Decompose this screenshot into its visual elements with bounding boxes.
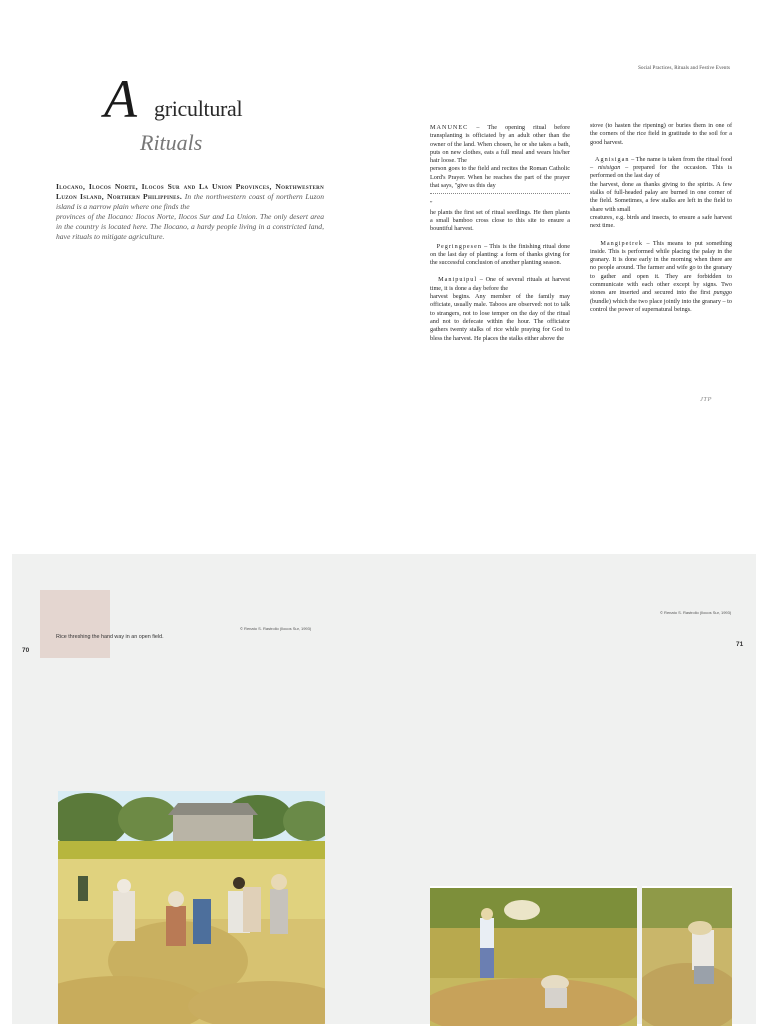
- text: – This is the finishing ritual done on the last day of planting: a form of thanks giving for the successful conclusion of another planting season.: [430, 242, 570, 267]
- term-pegringpesen: Pegringpesen: [436, 242, 482, 250]
- text: creatures, e.g. birds and insects, to ensure a safe harvest next time.: [590, 213, 732, 230]
- intro-location: Ilocano, Ilocos Norte, Ilocos Sur and La Union Provinces, Northwestern Luzon Island, Northern Philippines.: [56, 182, 324, 201]
- paragraph-continued: stove (to hasten the ripening) or buries them in one of the corners of the rice field in gratitude to the soil for a good harvest.: [590, 122, 732, 146]
- text: harvest begins. Any member of the family may officiate, usually male. Taboos are observed: not to talk to strangers, not to lose temper on the day of the ritual and not to defecate within the hour. The officiator gathers twenty stalks of rice while praying for God to bless the harvest. He places the stalks either above the: [430, 293, 570, 342]
- paragraph-manipuipul: [430, 276, 570, 342]
- winnowing-photo: [430, 886, 637, 1026]
- text-column-2: [590, 122, 732, 323]
- intro-text-1: In the northwestern coast of northern Luzon island is a narrow plain where one finds the: [56, 192, 325, 211]
- paragraph-manunec: [430, 124, 570, 234]
- title-drop-initial: A: [104, 69, 137, 129]
- title-text: gricultural: [154, 96, 243, 121]
- photo-caption: Rice threshing the hand way in an open field.: [56, 634, 164, 640]
- text: ": [430, 200, 433, 208]
- author-signature: JTP: [700, 396, 712, 403]
- term-manunec: MANUNEC: [430, 124, 469, 131]
- page-number-left: 70: [22, 647, 30, 654]
- keyword-nisisigan: nisisigan: [597, 164, 621, 172]
- rice-threshing-photo: [58, 791, 325, 1024]
- text: – The name is taken from the ritual food –: [590, 155, 733, 172]
- photo-credit-left: © Renato S. Rastrollo (Ilocos Sur, 1993): [240, 626, 312, 631]
- caption-box: [40, 590, 110, 658]
- title-subtitle: Rituals: [140, 130, 203, 155]
- paragraph-agnisigan: [590, 156, 732, 231]
- term-manipuipul: Manipuipul: [438, 276, 478, 284]
- page-number-right: 71: [736, 641, 744, 648]
- photo-credit-right: © Renato S. Rastrollo (Ilocos Sur, 1993): [660, 610, 732, 615]
- text: (bundle) which the two place jointly into the granary – to control the power of supernatural beings.: [590, 297, 732, 313]
- text: – One of several rituals at harvest time, it is done a day before the: [430, 276, 570, 292]
- dotted-rule: [430, 193, 570, 194]
- keyword-punggo: punggo: [713, 289, 732, 297]
- text: – This means to put something inside. This is performed while placing the palay in the granary. It is done early in the morning when there are no people around. The farmer and wife go to the granary to gather and open it. They are forbidden to communicate with each other except by signs. Two stones are inserted and secured into the first: [590, 239, 732, 297]
- running-head: Social Practices, Rituals and Festive Events: [638, 66, 730, 71]
- text-column-1: [430, 124, 570, 352]
- intro-text-2: provinces of the Ilocano: Ilocos Norte, Ilocos Sur and La Union. The only desert area in the country is located here. The Ilocano, a hardy people living in a constricted land, have rituals to mitigate agriculture.: [56, 212, 324, 241]
- term-agnisigan: Agnisigan: [595, 155, 630, 163]
- text: – The opening ritual before transplanting is officiated by an adult other than the owner of the land. When chosen, he or she takes a bath, puts on new clothes, eats a full meal and wears his/her hair loose. The: [430, 124, 570, 165]
- paragraph-pegringpesen: [430, 243, 570, 268]
- text: person goes to the field and recites the Roman Catholic Lord's Prayer. When he reaches the part of the prayer that says, "give us this day: [430, 165, 570, 190]
- term-mangipetrek: Mangipetrek: [600, 239, 643, 247]
- text: he plants the first set of ritual seedlings. He then plants a small bamboo cross close to this site to ensure a bountiful harvest.: [430, 208, 570, 233]
- intro-paragraph: [56, 182, 324, 242]
- article-title: [104, 69, 324, 172]
- harvest-bundling-photo: [642, 886, 732, 1026]
- text: the harvest, done as thanks giving to the spirits. A few stalks of full-headed palay are burned in one corner of the field. Sometimes, a few stalks are left in the field to share with small: [590, 180, 732, 213]
- text: – prepared for the occasion. This is performed on the last day of: [590, 164, 733, 180]
- paragraph-mangipetrek: [590, 240, 732, 315]
